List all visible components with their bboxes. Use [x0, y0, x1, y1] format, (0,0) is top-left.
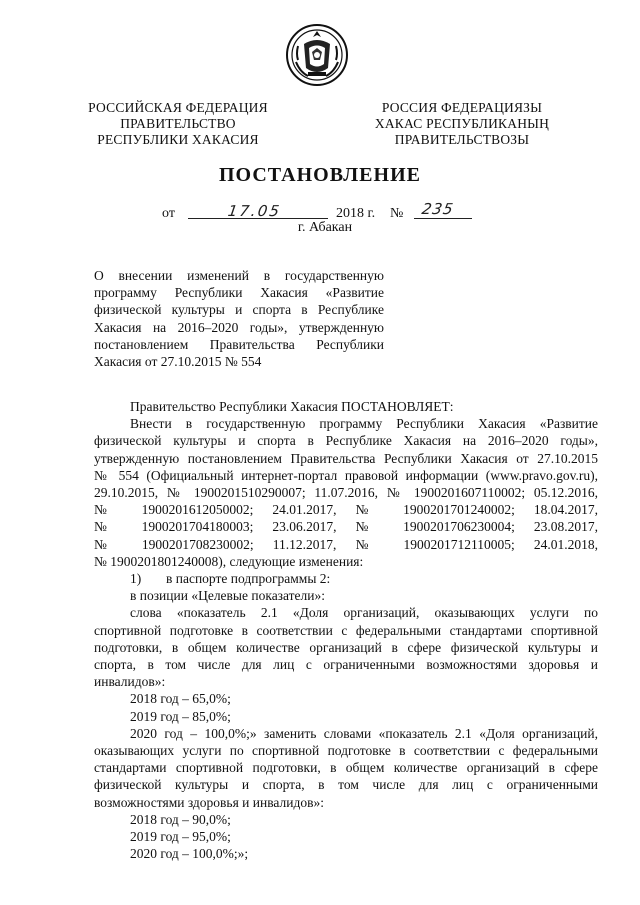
subject-line: Хакасия от 27.10.2015 № 554	[94, 354, 262, 370]
body-line: утвержденную постановлением Правительства Республики Хакасия от 27.10.2015	[94, 450, 598, 466]
body-line: физической культуры и спорта, в том числе для лиц с ограниченными	[94, 777, 598, 793]
subject-line: О внесении изменений в государственную	[94, 268, 384, 283]
subject-line: постановлением Правительства Республики	[94, 336, 384, 352]
subject-line: физической культуры и спорта в Республике	[94, 302, 384, 318]
date-from-label: от	[162, 206, 175, 221]
header-right-line: РОССИЯ ФЕДЕРАЦИЯЗЫ	[381, 100, 543, 115]
body-line: инвалидов»:	[94, 674, 166, 690]
header-right-line: ХАКАС РЕСПУБЛИКАНЫҢ	[374, 116, 550, 131]
header-right-line: ПРАВИТЕЛЬСТВОЗЫ	[394, 132, 530, 147]
handwritten-number: 235	[420, 200, 456, 218]
body-line: стандартами спортивной подготовки, в общем количестве организаций в сфере	[94, 760, 598, 776]
list-item-text: в паспорте подпрограммы 2:	[166, 571, 331, 587]
value-line: 2019 год – 85,0%;	[130, 708, 231, 724]
header-left-line: РЕСПУБЛИКИ ХАКАСИЯ	[97, 132, 259, 147]
number-sign: №	[390, 206, 404, 221]
city-label: г. Абакан	[297, 220, 353, 235]
value-line: 2019 год – 95,0%;	[130, 829, 231, 845]
body-line: в позиции «Целевые показатели»:	[130, 588, 326, 604]
body-line: возможностями здоровья и инвалидов»:	[94, 794, 324, 810]
number-underline	[414, 218, 472, 219]
subject-line: Хакасия на 2016–2020 годы», утвержденную	[94, 319, 384, 335]
body-line: оказывающих услуги по спортивной подготовке в соответствии с федеральными	[94, 743, 598, 759]
subject-line: программу Республики Хакасия «Развитие	[94, 285, 384, 301]
value-line: 2020 год – 100,0%;»;	[130, 846, 249, 862]
document-body	[94, 398, 598, 862]
body-line: Внести в государственную программу Республики Хакасия «Развитие	[130, 416, 598, 432]
body-line: спортивной подготовке в соответствии с федеральными стандартами спортивной	[94, 622, 598, 638]
header-left-block	[78, 100, 278, 148]
value-line: 2018 год – 65,0%;	[130, 691, 231, 707]
body-line: физической культуры и спорта в Республике Хакасия на 2016–2020 годы»,	[94, 433, 598, 449]
document-title: ПОСТАНОВЛЕНИЕ	[219, 164, 421, 186]
header-left-line: ПРАВИТЕЛЬСТВО	[120, 116, 236, 131]
handwritten-date: 17.05	[226, 202, 283, 220]
body-line: спорта, в том числе для лиц с ограниченными возможностями здоровья и	[94, 657, 598, 673]
body-line: 2020 год – 100,0%;» заменить словами «показатель 2.1 «Доля организаций,	[130, 725, 598, 741]
body-line: № 1900201708230002; 11.12.2017, № 1900201712110005; 24.01.2018,	[94, 536, 598, 552]
resolves-line: Правительство Республики Хакасия ПОСТАНОВЛЯЕТ:	[130, 399, 454, 414]
subject-block	[94, 267, 384, 370]
header-right-block	[362, 100, 562, 148]
header-left-line: РОССИЙСКАЯ ФЕДЕРАЦИЯ	[88, 100, 268, 115]
body-line: 29.10.2015, № 1900201510290007; 11.07.2016, № 1900201607110002; 05.12.2016,	[94, 485, 598, 501]
year-label: 2018 г.	[336, 206, 376, 221]
body-line: № 554 (Официальный интернет-портал правовой информации (www.pravo.gov.ru),	[94, 467, 598, 483]
body-line: слова «показатель 2.1 «Доля организаций, оказывающих услуги по	[130, 605, 598, 621]
list-item	[94, 570, 598, 587]
body-line: № 1900201612050002; 24.01.2017, № 1900201701240002; 18.04.2017,	[94, 502, 598, 518]
value-line: 2018 год – 90,0%;	[130, 811, 231, 827]
list-item-number: 1)	[130, 571, 142, 587]
body-line: № 1900201704180003; 23.06.2017, № 1900201706230004; 23.08.2017,	[94, 519, 598, 535]
body-line: № 1900201801240008), следующие изменения:	[94, 553, 364, 569]
coat-of-arms-emblem	[284, 22, 350, 88]
body-line: подготовки, в общем количестве организаций в сфере физической культуры и	[94, 639, 598, 655]
